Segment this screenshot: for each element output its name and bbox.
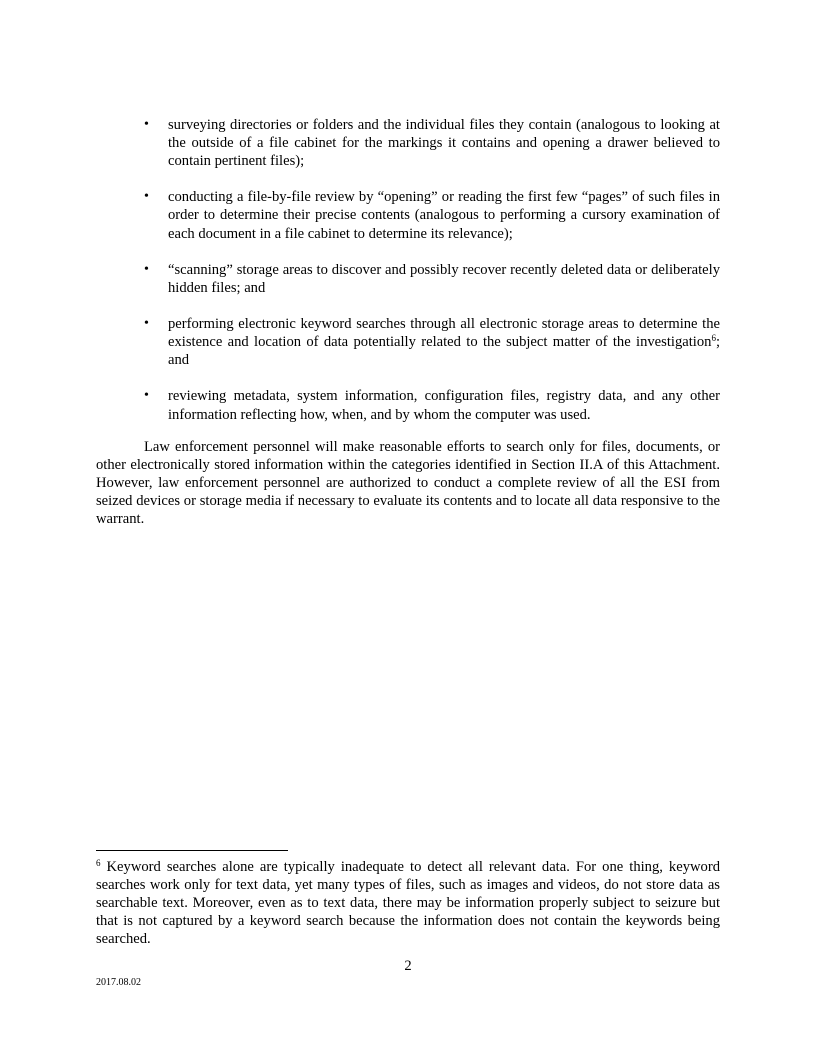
footnote-separator — [96, 850, 288, 851]
bullet-icon: • — [144, 388, 149, 404]
bullet-icon: • — [144, 316, 149, 332]
list-item-text: conducting a file-by-file review by “opening” or reading the first few “pages” of such files in order to determine their precise contents (analogous to performing a cursory examination of each document in a file cabinet to determine its relevance); — [168, 189, 720, 242]
list-item-text: performing electronic keyword searches through all electronic storage areas to determine the existence and location of data potentially related to the subject matter of the investigation — [168, 316, 720, 351]
page-number: 2 — [404, 958, 412, 974]
list-item — [96, 188, 720, 242]
footnote-text: Keyword searches alone are typically inadequate to detect all relevant data. For one thing, keyword searches work only for text data, yet many types of files, such as images and videos, do not store data as searchable text. Moreover, even as to text data, there may be information properly subject to seizure but that is not captured by a keyword search because the information does not contain the keywords being searched. — [96, 859, 720, 947]
list-item-text-end: ; and — [168, 334, 720, 369]
bullet-icon: • — [144, 117, 149, 132]
document-version-code: 2017.08.02 — [96, 977, 141, 988]
list-item-text: reviewing metadata, system information, configuration files, registry data, and any other information reflecting how, when, and by whom the computer was used. — [168, 388, 720, 423]
list-item-text: “scanning” storage areas to discover and possibly recover recently deleted data or deliberately hidden files; and — [168, 261, 720, 296]
footnote-reference: 6 — [711, 333, 716, 344]
body-paragraph: Law enforcement personnel will make reasonable efforts to search only for files, documents, or other electronically stored information within the categories identified in Section II.A of this Attachment. However, law enforcement personnel are authorized to conduct a complete review of all the ESI from seized devices or storage media if necessary to evaluate its contents and to locate all data responsive to the warrant. — [96, 439, 720, 528]
list-item-text: surveying directories or folders and the individual files they contain (analogous to looking at the outside of a file cabinet for the markings it contains and opening a drawer believed to contain pertinent files); — [168, 117, 720, 170]
list-item — [96, 116, 720, 170]
list-item — [96, 261, 720, 297]
list-item — [96, 315, 720, 369]
footnote-number: 6 — [96, 858, 101, 868]
bullet-icon: • — [144, 189, 149, 205]
footnote — [96, 858, 720, 948]
list-item — [96, 387, 720, 423]
bullet-icon: • — [144, 261, 149, 277]
search-methods-list — [96, 116, 720, 424]
